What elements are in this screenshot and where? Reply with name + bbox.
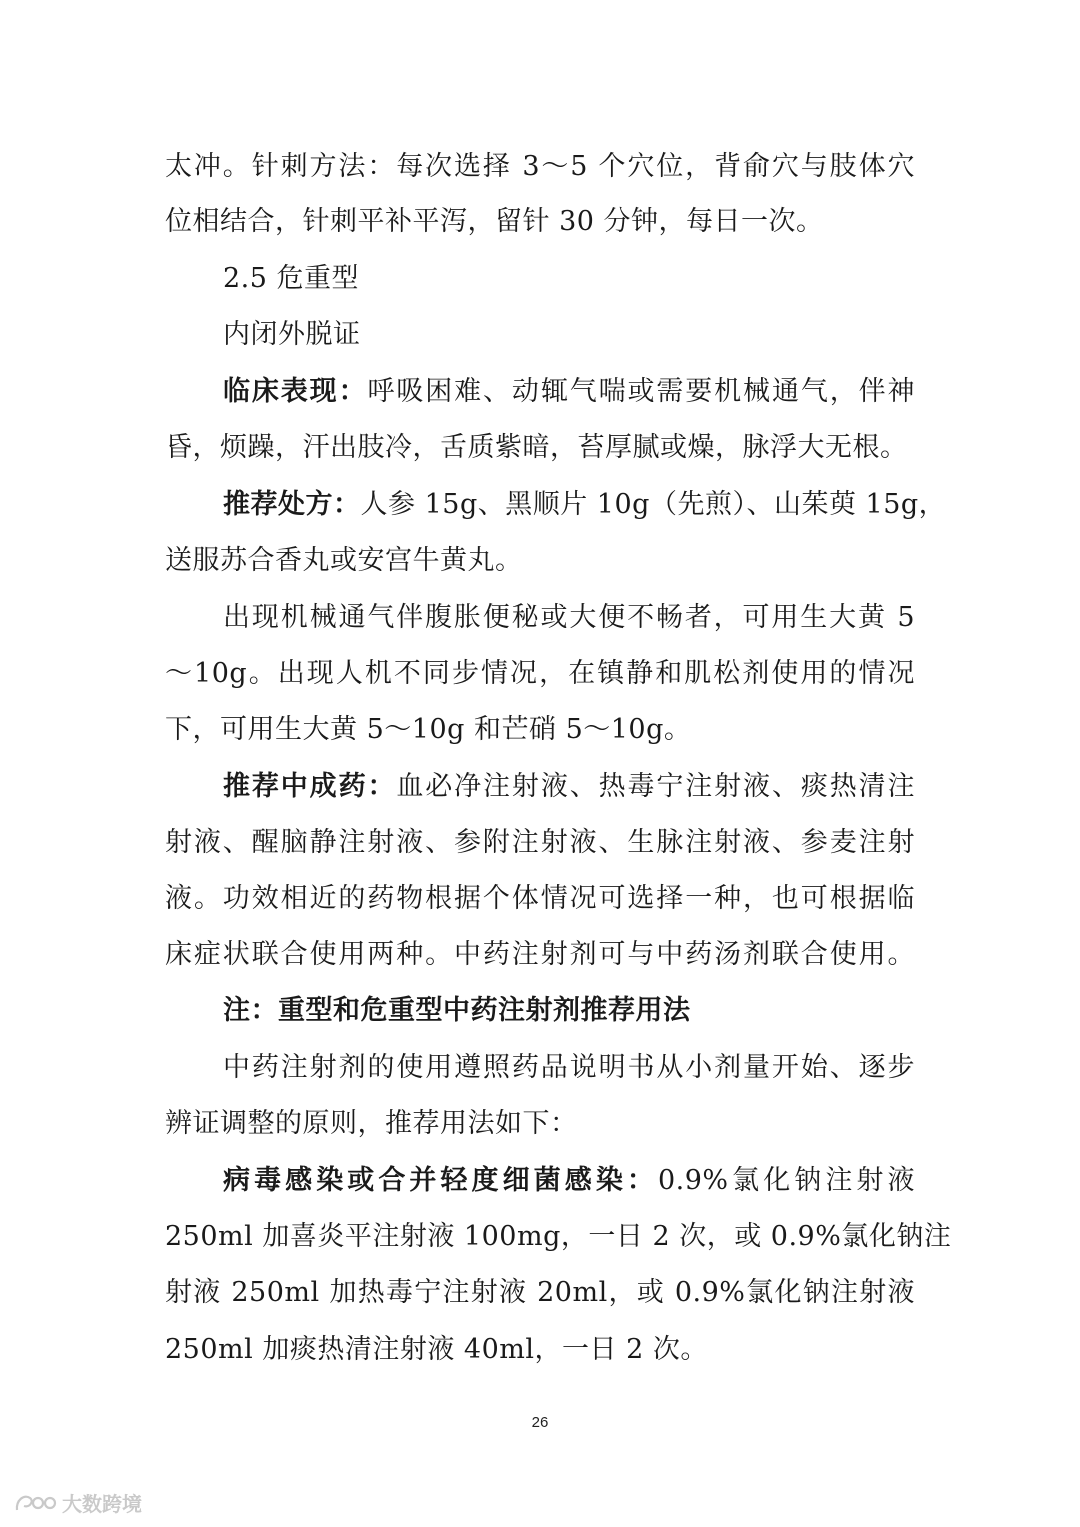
- paragraph-line: 射液 250ml 加热毒宁注射液 20ml，或 0.9%氯化钠注射液: [165, 1277, 915, 1308]
- paragraph-line: 昏，烦躁，汗出肢冷，舌质紫暗，苔厚腻或燥，脉浮大无根。: [165, 432, 908, 463]
- clinical-manifestation-text: 呼吸困难、动辄气喘或需要机械通气，伴神: [367, 376, 916, 407]
- clinical-manifestation-line: [223, 375, 915, 409]
- infection-label: 病毒感染或合并轻度细菌感染：: [223, 1165, 658, 1196]
- patent-medicine-text: 血必净注射液、热毒宁注射液、痰热清注: [396, 771, 916, 802]
- paragraph-line: 下，可用生大黄 5～10g 和芒硝 5～10g。: [165, 714, 692, 745]
- paragraph-line: 液。功效相近的药物根据个体情况可选择一种，也可根据临: [165, 883, 915, 914]
- paragraph-line: 送服苏合香丸或安宫牛黄丸。: [165, 545, 523, 576]
- paragraph-line: 250ml 加喜炎平注射液 100mg，一日 2 次，或 0.9%氯化钠注: [165, 1221, 952, 1252]
- page-number: 26: [531, 1414, 549, 1431]
- paragraph-line: 位相结合，针刺平补平泻，留针 30 分钟，每日一次。: [165, 206, 824, 237]
- section-heading: 2.5 危重型: [223, 263, 360, 294]
- infection-text: 0.9%氯化钠注射液: [657, 1165, 915, 1196]
- prescription-line: [223, 488, 947, 522]
- paragraph-line: ～10g。出现人机不同步情况，在镇静和肌松剂使用的情况: [165, 658, 915, 689]
- watermark-logo: [14, 1488, 142, 1516]
- clinical-manifestation-label: 临床表现：: [223, 376, 368, 407]
- paragraph-line: 太冲。针刺方法：每次选择 3～5 个穴位，背俞穴与肢体穴: [165, 151, 915, 182]
- patent-medicine-line: [223, 770, 915, 804]
- infection-line: [223, 1164, 915, 1198]
- paragraph-line: 床症状联合使用两种。中药注射剂可与中药汤剂联合使用。: [165, 939, 915, 970]
- paragraph-line: 250ml 加痰热清注射液 40ml，一日 2 次。: [165, 1334, 708, 1365]
- syndrome-heading: 内闭外脱证: [223, 319, 361, 350]
- watermark-text: 大数跨境: [62, 1491, 142, 1516]
- paragraph-line: 中药注射剂的使用遵照药品说明书从小剂量开始、逐步: [223, 1052, 915, 1083]
- note-heading: 注：重型和危重型中药注射剂推荐用法: [223, 995, 691, 1026]
- paragraph-line: 出现机械通气伴腹胀便秘或大便不畅者，可用生大黄 5: [223, 602, 915, 633]
- prescription-label: 推荐处方：: [223, 489, 361, 520]
- patent-medicine-label: 推荐中成药：: [223, 771, 397, 802]
- prescription-text: 人参 15g、黑顺片 10g（先煎）、山茱萸 15g，: [360, 489, 947, 520]
- watermark-icon: [14, 1490, 58, 1514]
- paragraph-line: 射液、醒脑静注射液、参附注射液、生脉注射液、参麦注射: [165, 827, 915, 858]
- paragraph-line: 辨证调整的原则，推荐用法如下：: [165, 1108, 578, 1139]
